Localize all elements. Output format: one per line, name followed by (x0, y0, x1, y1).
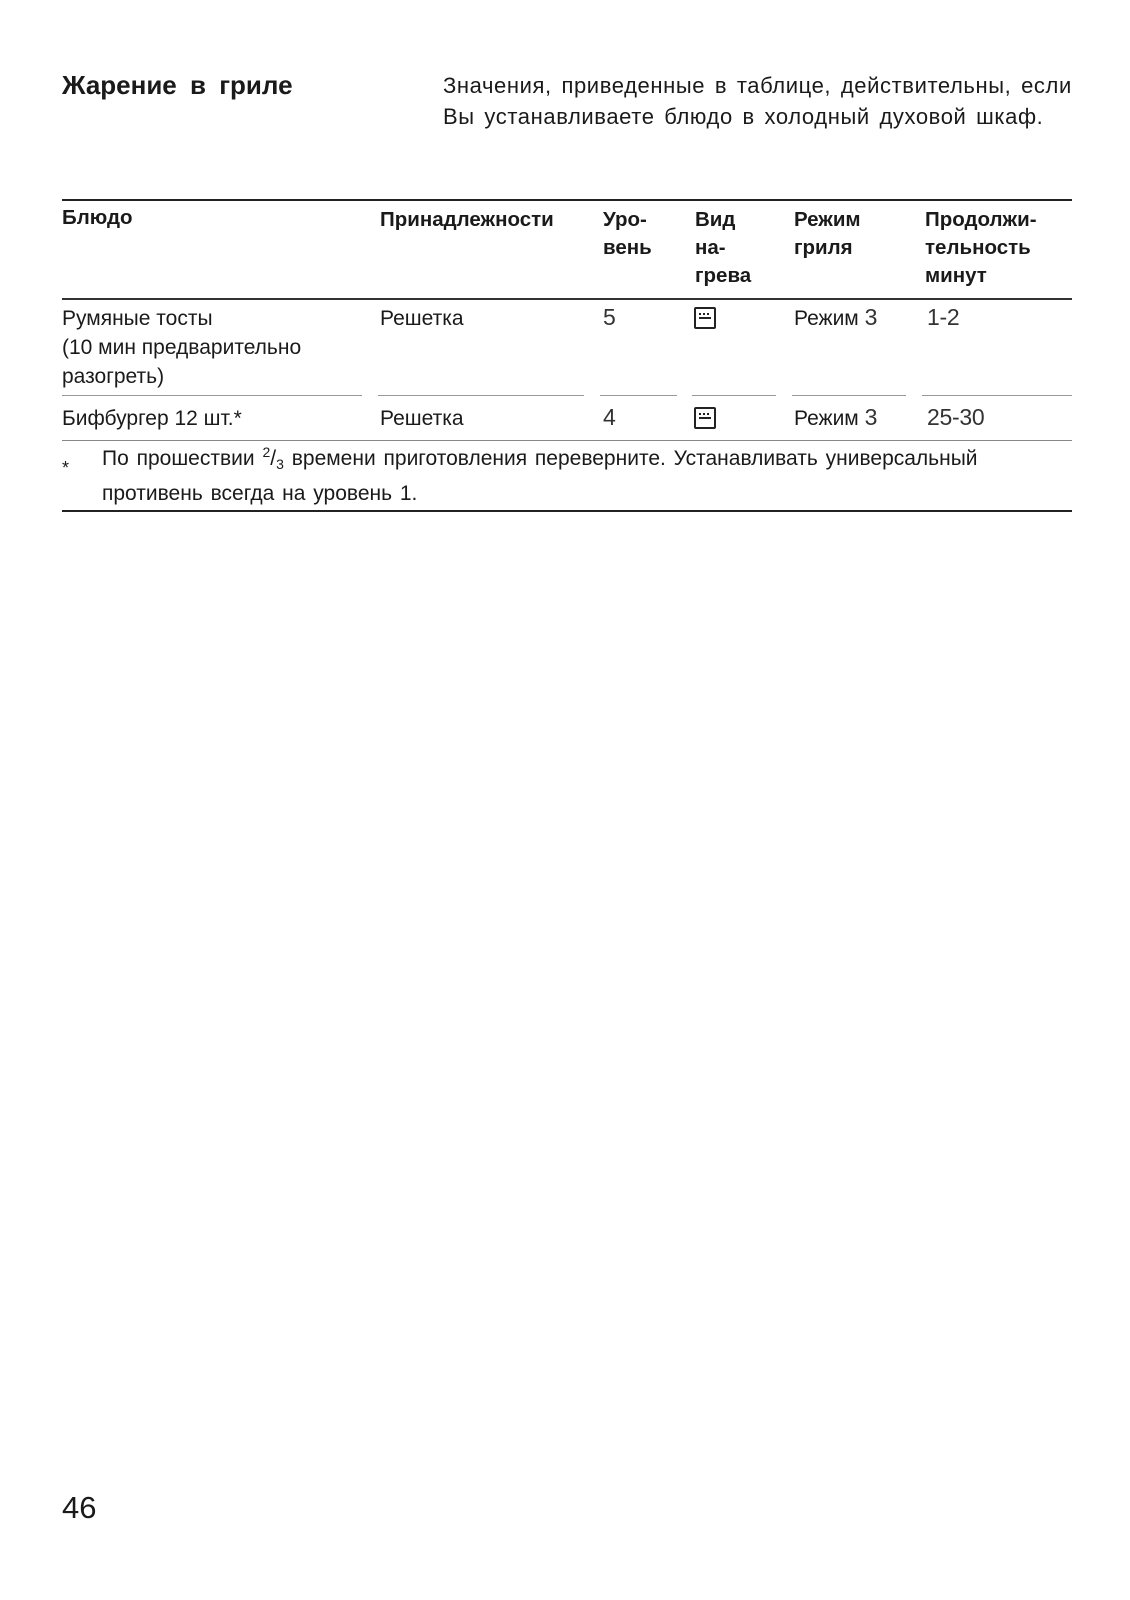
page-number: 46 (62, 1490, 97, 1525)
header-accessories: Принадлежности (380, 208, 554, 231)
row2-level: 4 (603, 404, 616, 430)
fraction-numerator: 2 (262, 444, 271, 460)
row-divider (378, 395, 584, 396)
row1-level: 5 (603, 304, 616, 330)
row2-grill-mode (794, 403, 877, 433)
row-divider (62, 395, 362, 396)
fraction-denominator: 3 (276, 456, 284, 472)
footnote-text-after: времени приготовления переверните. Устанавливать универсальный противень всегда на уровень 1. (102, 447, 978, 505)
footnote-text (102, 438, 1062, 508)
footnote-fraction: $^2/_3$ (262, 444, 284, 472)
header-heating-type: Вид на- грева (695, 208, 752, 287)
footnote-marker: * (62, 458, 70, 478)
header-duration: Продолжи- тельность минут (925, 208, 1037, 287)
row-divider (692, 395, 776, 396)
row2-duration: 25-30 (927, 404, 985, 430)
row-divider (792, 395, 906, 396)
oven-grill-icon (694, 307, 716, 329)
row1-grill-mode (794, 303, 877, 333)
oven-grill-icon (694, 407, 716, 429)
section-title: Жарение в гриле (62, 70, 293, 100)
header-grill-mode: Режим гриля (794, 208, 861, 259)
row1-mode-label: Режим (794, 307, 859, 330)
row2-dish: Бифбургер 12 шт.* (62, 407, 242, 430)
row1-mode-value: 3 (864, 304, 878, 330)
row2-accessory: Решетка (380, 407, 464, 430)
row-divider (600, 395, 677, 396)
header-dish: Блюдо (62, 206, 133, 229)
row1-accessory: Решетка (380, 307, 464, 330)
row2-mode-label: Режим (794, 407, 859, 430)
row1-duration: 1-2 (927, 304, 960, 330)
footnote-bottom-rule (62, 510, 1072, 512)
row1-dish: Румяные тосты (10 мин предварительно разогреть) (62, 307, 302, 388)
header-bottom-rule (62, 298, 1072, 300)
row2-mode-value: 3 (864, 404, 878, 430)
intro-paragraph: Значения, приведенные в таблице, действительны, если Вы устанавливаете блюдо в холодный духовой шкаф. (443, 73, 1072, 129)
footnote-text-before: По прошествии (102, 447, 255, 470)
table-top-rule (62, 199, 1072, 201)
row-divider (922, 395, 1072, 396)
header-level: Уро- вень (603, 208, 652, 259)
